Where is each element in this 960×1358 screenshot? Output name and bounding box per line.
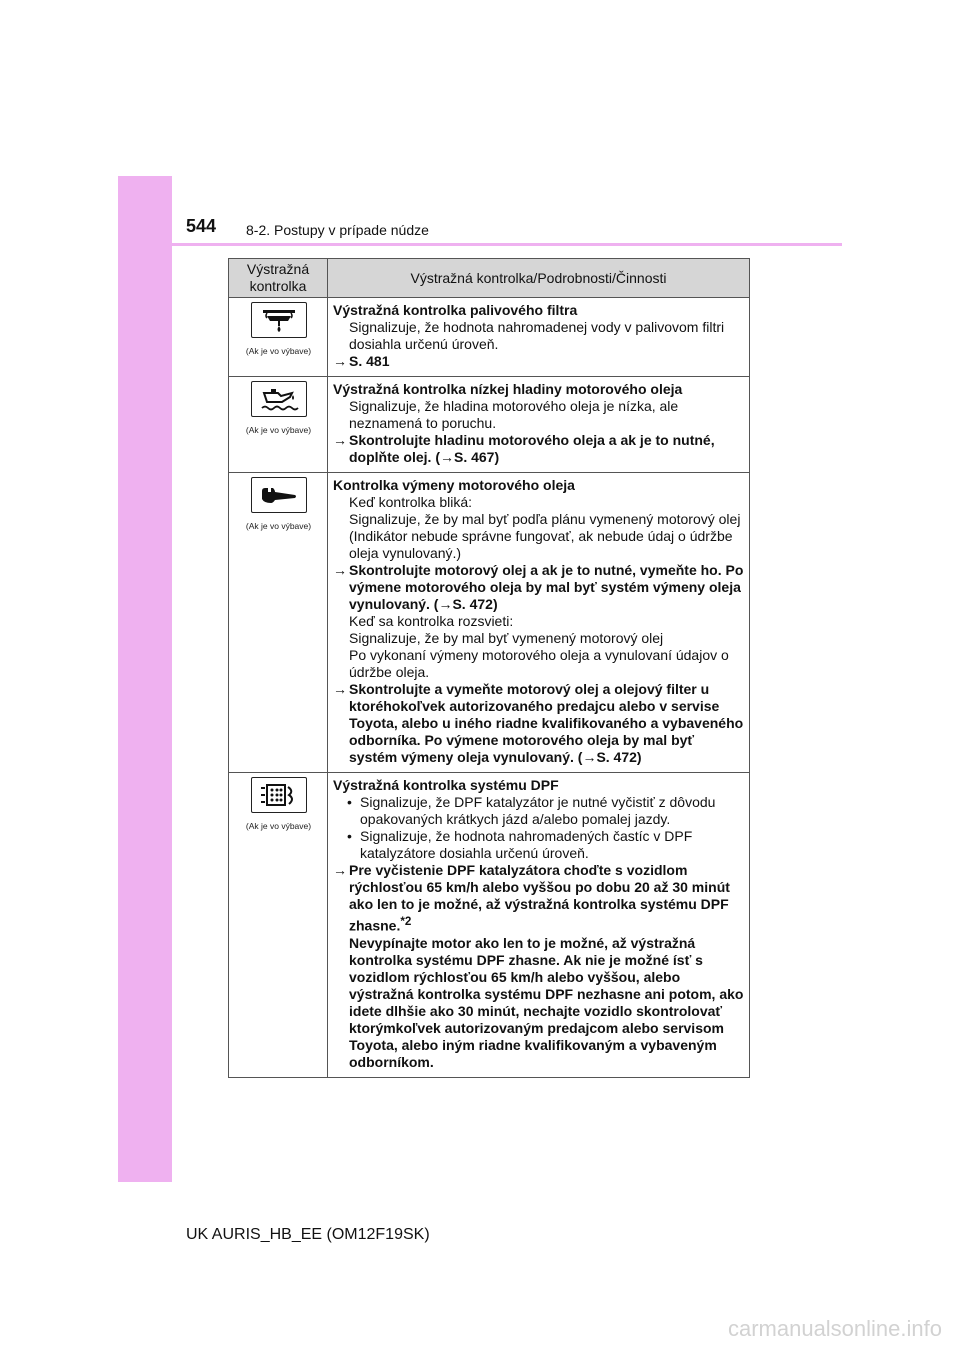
description-cell	[328, 298, 750, 377]
row-title: Výstražná kontrolka nízkej hladiny motorového oleja	[333, 381, 683, 397]
watermark: carmanualsonline.info	[727, 1316, 942, 1341]
action-line	[333, 681, 745, 766]
bullet-text: Signalizuje, že hodnota nahromadených častíc v DPF katalyzátore dosiahla určenú úroveň.	[360, 828, 693, 861]
arrow-icon: →	[333, 432, 347, 448]
description-line: Signalizuje, že hladina motorového oleja je nízka, ale neznamená to poruchu.	[349, 398, 679, 431]
icon-cell	[229, 298, 328, 377]
icon-note: (Ak je vo výbave)	[245, 425, 312, 435]
bullet-item	[333, 794, 745, 828]
table-header-row	[229, 259, 750, 298]
row-title: Výstražná kontrolka palivového filtra	[333, 302, 578, 318]
table-row	[229, 473, 750, 773]
bullet-text: Signalizuje, že DPF katalyzátor je nutné vyčistiť z dôvodu opakovaných krátkych jázd a/alebo pomalej jazdy.	[360, 794, 716, 827]
description-line: Signalizuje, že hodnota nahromadenej vody v palivovom filtri dosiahla určenú úroveň.	[349, 319, 725, 352]
action-line	[333, 562, 745, 613]
dpf-system-icon	[251, 777, 307, 813]
action-line	[333, 862, 745, 935]
footnote-mark: *2	[400, 915, 412, 928]
column-header-description: Výstražná kontrolka/Podrobnosti/Činnosti	[328, 259, 750, 298]
fuel-filter-warning-icon	[251, 302, 307, 338]
chapter-sidebar-tab	[118, 176, 172, 1182]
icon-cell	[229, 773, 328, 1078]
table-row	[229, 773, 750, 1078]
action-text: Skontrolujte motorový olej a ak je to nutné, vymeňte ho. Po výmene motorového oleja by mal byť systém výmeny oleja vynulovaný. (→S. 472)	[349, 562, 744, 612]
action-line	[333, 353, 745, 370]
low-oil-level-icon	[251, 381, 307, 417]
icon-note: (Ak je vo výbave)	[245, 821, 312, 831]
description-cell	[328, 377, 750, 473]
arrow-icon: →	[333, 353, 347, 369]
arrow-icon: →	[333, 562, 347, 578]
action-line	[333, 432, 745, 466]
icon-cell	[229, 473, 328, 773]
action-text: Pre vyčistenie DPF katalyzátora choďte s vozidlom rýchlosťou 65 km/h alebo vyššou po dobu 20 až 30 minút ako len to je možné, až výstražná kontrolka systému DPF zhasne.	[349, 862, 730, 934]
header-rule	[172, 243, 842, 246]
action-text: Skontrolujte hladinu motorového oleja a ak je to nutné, doplňte olej. (→S. 467)	[349, 432, 715, 465]
row-title: Kontrolka výmeny motorového oleja	[333, 477, 575, 493]
icon-note: (Ak je vo výbave)	[245, 346, 312, 356]
row-title: Výstražná kontrolka systému DPF	[333, 777, 559, 793]
description-cell	[328, 773, 750, 1078]
bullet-item	[333, 828, 745, 862]
bullet-icon: •	[347, 794, 352, 810]
chapter-title: 8-2. Postupy v prípade núdze	[246, 222, 429, 238]
description-line: Keď kontrolka bliká:	[349, 494, 472, 510]
description-line: Keď sa kontrolka rozsvieti:	[349, 613, 514, 629]
oil-change-wrench-icon	[251, 477, 307, 513]
table-row	[229, 377, 750, 473]
icon-note: (Ak je vo výbave)	[245, 521, 312, 531]
action-extra-text: Nevypínajte motor ako len to je možné, až výstražná kontrolka systému DPF zhasne. Ak nie je možné ísť s vozidlom rýchlosťou 65 km/h alebo vyššou, alebo výstražná kontrolka systému DPF nezhasne ani potom, ako idete dlhšie ako 30 minút, nechajte vozidlo skontrolovať ktorýmkoľvek autorizovaným predajcom alebo servisom Toyota, alebo iným riadne kvalifikovaným a vybaveným odborníkom.	[349, 934, 744, 1070]
arrow-icon: →	[333, 681, 347, 697]
page-reference: S. 481	[349, 353, 390, 369]
column-header-icon: Výstražná kontrolka	[229, 259, 328, 298]
icon-cell	[229, 377, 328, 473]
description-cell	[328, 473, 750, 773]
page-number: 544	[186, 216, 217, 236]
bullet-icon: •	[347, 828, 352, 844]
table-row	[229, 298, 750, 377]
warning-lights-table	[228, 258, 750, 1078]
footer-model-code: UK AURIS_HB_EE (OM12F19SK)	[186, 1226, 430, 1243]
action-text: Skontrolujte a vymeňte motorový olej a olejový filter u ktoréhokoľvek autorizovaného predajcu alebo v servise Toyota, alebo u iného riadne kvalifikovaného a vybaveného odborníka. Po výmene motorového oleja by mal byť systém výmeny oleja vynulovaný. (→S. 472)	[349, 681, 744, 765]
description-line: Po vykonaní výmeny motorového oleja a vynulovaní údajov o údržbe oleja.	[349, 647, 729, 680]
description-line: Signalizuje, že by mal byť vymenený motorový olej	[349, 630, 664, 646]
description-line: (Indikátor nebude správne fungovať, ak nebude údaj o údržbe oleja vynulovaný.)	[349, 528, 733, 561]
description-line: Signalizuje, že by mal byť podľa plánu vymenený motorový olej	[349, 511, 741, 527]
arrow-icon: →	[333, 862, 347, 878]
